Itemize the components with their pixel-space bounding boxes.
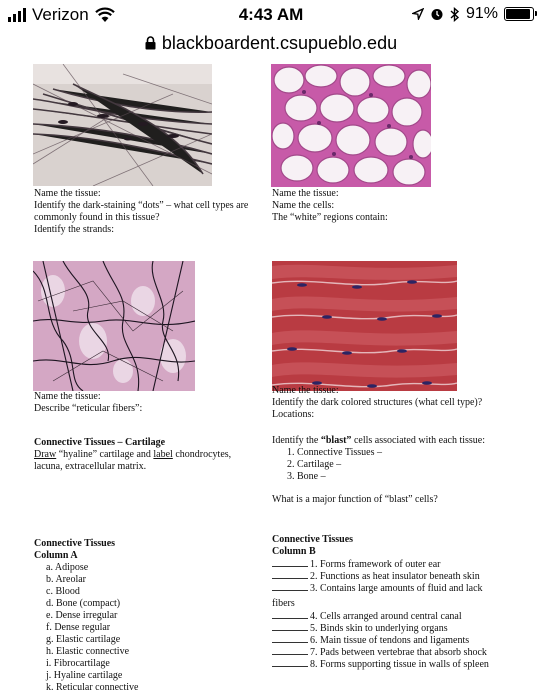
column-b-item-text: 8. Forms supporting tissue in walls of spleen (310, 659, 489, 670)
micrograph-reticular (33, 261, 195, 391)
column-a-item: i. Fibrocartilage (46, 658, 110, 669)
q1-dots-question: Identify the dark-staining “dots” – what cell types are (34, 200, 249, 211)
cartilage-rest: chondrocytes, (172, 449, 232, 460)
column-a-subtitle: Column A (34, 550, 78, 561)
column-b-item-text: 4. Cells arranged around central canal (310, 611, 462, 622)
status-bar-right (412, 5, 534, 23)
cartilage-hyaline: “hyaline” cartilage and (56, 449, 154, 460)
blast-intro-c: cells associated with each tissue: (351, 435, 486, 446)
carrier-name: Verizon (32, 5, 89, 24)
cartilage-heading: Connective Tissues – Cartilage (34, 437, 166, 448)
cartilage-label: label (153, 449, 173, 460)
blast-item: 1. Connective Tissues – (287, 447, 383, 458)
blast-item: 3. Bone – (287, 471, 326, 482)
blast-intro-b: “blast” (320, 435, 352, 446)
micrograph-dense-regular (272, 261, 457, 391)
cartilage-instruction (34, 449, 231, 461)
worksheet-document (0, 58, 542, 700)
q1-name-tissue: Name the tissue: (34, 188, 101, 199)
battery-percent: 91% (465, 5, 498, 22)
column-b-item (272, 582, 483, 595)
battery-fill (506, 9, 530, 19)
blast-item: 2. Cartilage – (287, 459, 342, 470)
answer-blank[interactable] (272, 634, 308, 643)
address-bar[interactable] (0, 30, 542, 56)
blast-intro-a: Identify the (272, 435, 321, 446)
q3-name-tissue: Name the tissue: (34, 391, 101, 402)
q2-name-tissue: Name the tissue: (272, 188, 339, 199)
column-a-item: f. Dense regular (46, 622, 111, 633)
q1-strands: Identify the strands: (34, 224, 114, 235)
status-bar (0, 0, 542, 30)
column-b-title: Connective Tissues (272, 534, 354, 545)
column-a-item: b. Areolar (46, 574, 86, 585)
column-b-item (272, 658, 489, 671)
answer-blank[interactable] (272, 622, 308, 631)
cartilage-line2: lacuna, extracellular matrix. (34, 461, 147, 472)
url-text[interactable]: blackboardent.csupueblo.edu (161, 32, 398, 53)
battery-icon (504, 7, 534, 21)
column-b-item-text: 5. Binds skin to underlying organs (310, 623, 448, 634)
column-a-item: a. Adipose (46, 562, 89, 573)
blast-function-question: What is a major function of “blast” cells? (272, 494, 438, 505)
q1-cell-types: commonly found in this tissue? (34, 212, 160, 223)
micrograph-dense-connective (33, 64, 212, 186)
q4-dark-structures: Identify the dark colored structures (what cell type)? (272, 397, 483, 408)
column-a-item: j. Hyaline cartilage (46, 670, 123, 681)
column-b-item-text: 6. Main tissue of tendons and ligaments (310, 635, 470, 646)
blast-intro (272, 435, 485, 447)
column-a-item: c. Blood (46, 586, 80, 597)
column-a-item: k. Reticular connective (46, 682, 139, 693)
q4-locations: Locations: (272, 409, 315, 420)
cartilage-draw: Draw (34, 449, 57, 460)
q2-name-cells: Name the cells: (272, 200, 335, 211)
answer-blank[interactable] (272, 582, 308, 591)
column-b-continuation: fibers (272, 598, 295, 609)
lock-icon (145, 36, 156, 50)
column-b-item-text: 7. Pads between vertebrae that absorb shock (310, 647, 487, 658)
column-a-item: e. Dense irregular (46, 610, 118, 621)
column-b-subtitle: Column B (272, 546, 316, 557)
alarm-icon (430, 7, 444, 21)
answer-blank[interactable] (272, 558, 308, 567)
bluetooth-icon (450, 7, 460, 22)
column-a-item: h. Elastic connective (46, 646, 130, 657)
location-icon (412, 8, 424, 20)
column-a-item: g. Elastic cartilage (46, 634, 121, 645)
column-a-item: d. Bone (compact) (46, 598, 121, 609)
column-a-title: Connective Tissues (34, 538, 116, 549)
column-b-item-text: 2. Functions as heat insulator beneath skin (310, 571, 480, 582)
q3-reticular-fibers: Describe “reticular fibers”: (34, 403, 143, 414)
q4-name-tissue: Name the tissue: (272, 385, 339, 396)
answer-blank[interactable] (272, 570, 308, 579)
q2-white-regions: The “white” regions contain: (272, 212, 388, 223)
status-time: 4:43 AM (238, 5, 304, 24)
answer-blank[interactable] (272, 610, 308, 619)
answer-blank[interactable] (272, 658, 308, 667)
micrograph-adipose (271, 64, 431, 187)
column-b-item-text: 1. Forms framework of outer ear (310, 559, 441, 570)
column-b-item-text: 3. Contains large amounts of fluid and lack (310, 583, 483, 594)
answer-blank[interactable] (272, 646, 308, 655)
